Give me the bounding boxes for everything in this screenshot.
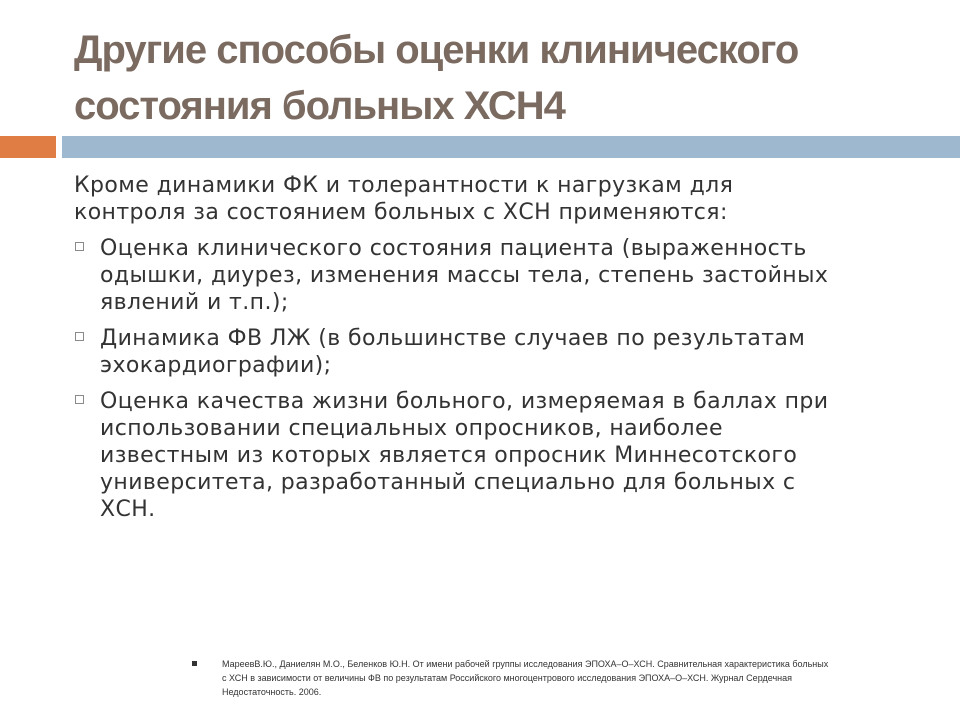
footnote-line: Недостаточность. 2006.: [222, 687, 322, 697]
bullet-line: явлений и т.п.);: [100, 290, 289, 315]
slide-title: [74, 22, 934, 134]
slide-body: [74, 172, 934, 532]
bullet-square-icon: [75, 395, 84, 404]
intro-line: контроля за состоянием больных с ХСН применяются:: [74, 200, 728, 225]
intro-paragraph: [74, 172, 934, 226]
bullet-line: известным из которых является опросник Миннесотского: [100, 443, 798, 468]
bullet-line: университета, разработанный специально для больных с: [100, 470, 796, 495]
footnote-bullet-icon: [192, 661, 197, 666]
bullet-line: Динамика ФВ ЛЖ (в большинстве случаев по результатам: [100, 326, 806, 351]
bullet-item-lvef-dynamics: [74, 325, 934, 379]
bullet-item-quality-of-life: [74, 388, 934, 523]
bullet-line: Оценка качества жизни больного, измеряемая в баллах при: [100, 389, 829, 414]
bullet-item-clinical-state: [74, 235, 934, 316]
title-line: Другие способы оценки клинического: [74, 28, 799, 72]
bullet-line: Оценка клинического состояния пациента (выраженность: [100, 236, 807, 261]
footnote-line: МареевВ.Ю., Даниелян М.О., Беленков Ю.Н. От имени рабочей группы исследования ЭПОХА–О–ХСН. Сравнительная характеристика больных: [222, 659, 829, 669]
title-line: состояния больных ХСН4: [74, 84, 565, 128]
accent-bar-orange: [0, 136, 56, 158]
bullet-square-icon: [75, 242, 84, 251]
footnote-text: [222, 657, 952, 699]
accent-bar-blue: [62, 136, 960, 158]
bullet-line: эхокардиографии);: [100, 353, 332, 378]
bullet-line: одышки, диурез, изменения массы тела, степень застойных: [100, 263, 829, 288]
bullet-list: [74, 235, 934, 523]
bullet-square-icon: [75, 332, 84, 341]
bullet-line: использовании специальных опросников, наиболее: [100, 416, 723, 441]
intro-line: Кроме динамики ФК и толерантности к нагрузкам для: [74, 173, 734, 198]
bullet-line: ХСН.: [100, 497, 156, 522]
footnote-line: с ХСН в зависимости от величины ФВ по результатам Российского многоцентрового исследования ЭПОХА–О–ХСН. Журнал Сердечная: [222, 673, 792, 683]
